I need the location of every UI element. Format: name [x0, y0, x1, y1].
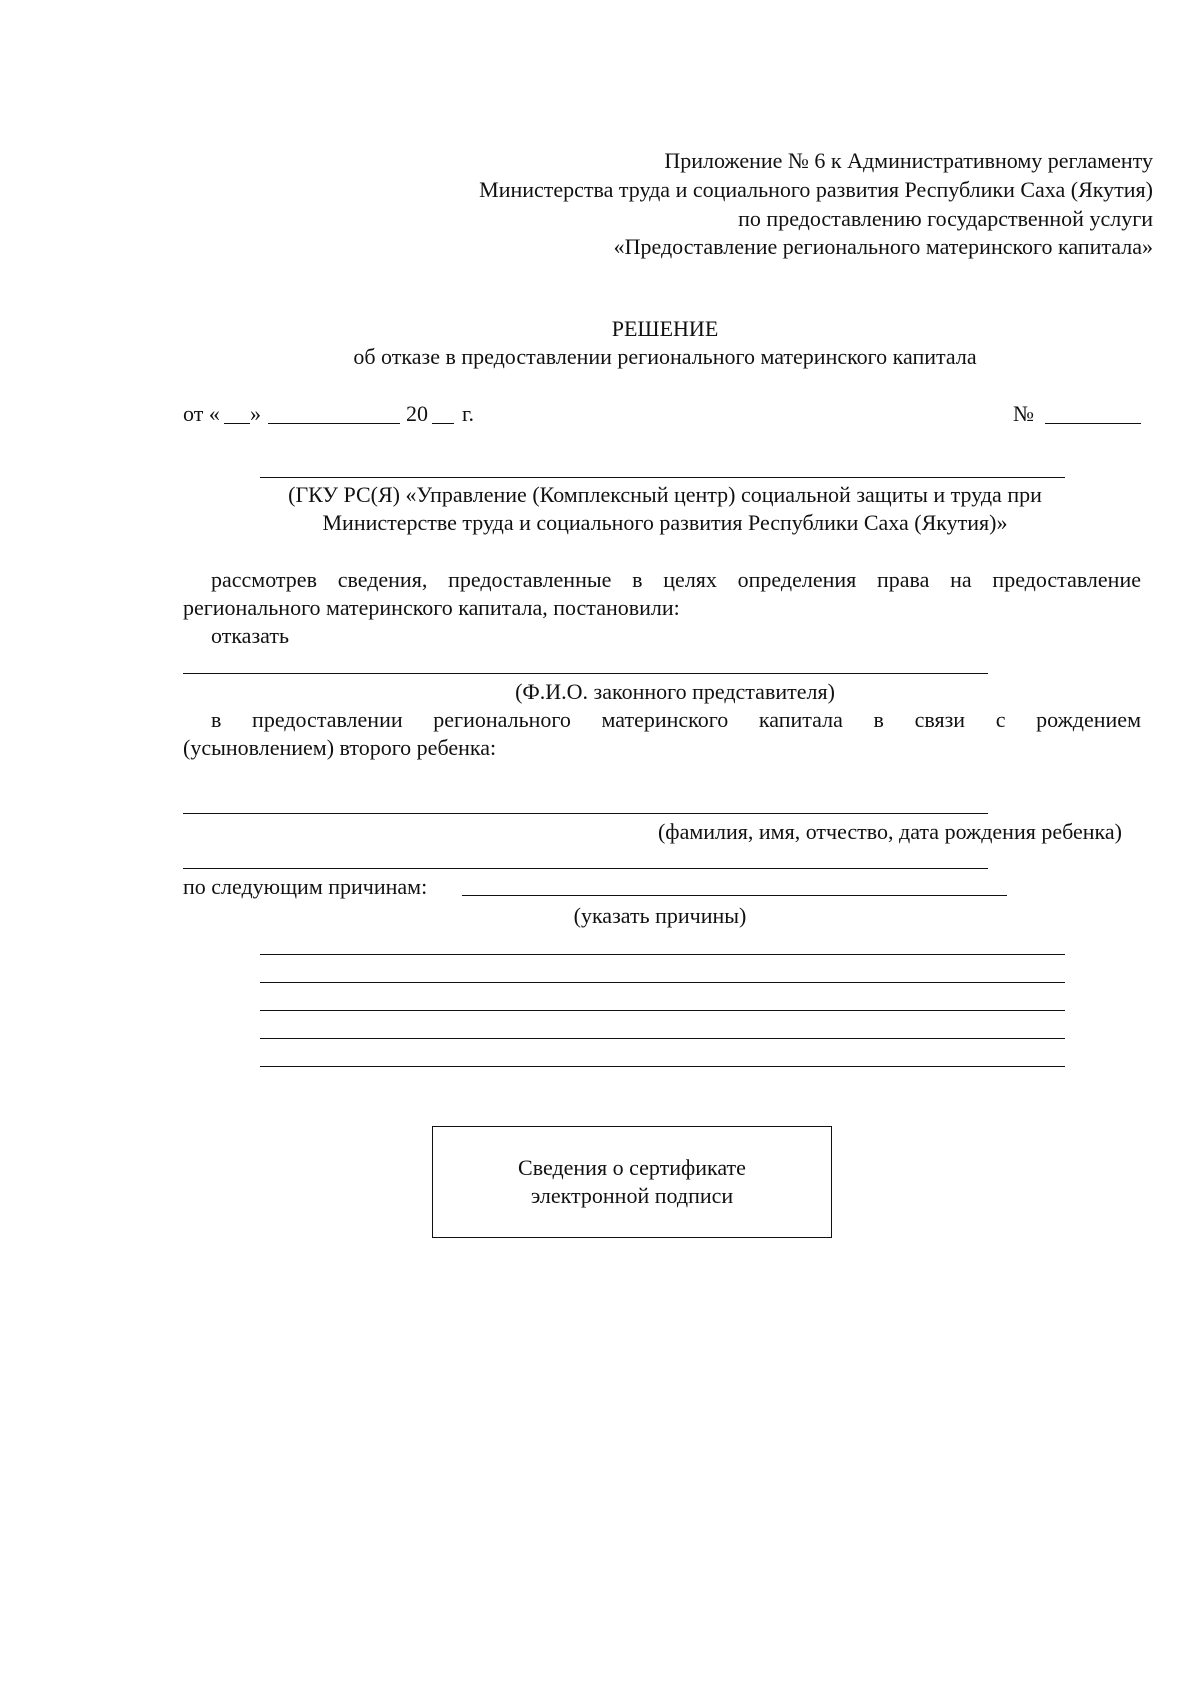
year-suffix: г. — [462, 401, 475, 426]
date-prefix: от « — [183, 401, 220, 426]
organization-line-1: (ГКУ РС(Я) «Управление (Комплексный центр) социальной защиты и труда при — [288, 482, 1042, 507]
organization-line-2: Министерстве труда и социального развития Республики Саха (Якутия)» — [322, 510, 1008, 535]
reason-line — [260, 1066, 1065, 1067]
reason-line — [260, 1038, 1065, 1039]
reasons-label: по следующим причинам: — [183, 874, 428, 899]
day-blank — [224, 423, 250, 424]
reasons-blank — [462, 895, 1007, 896]
number-blank — [1045, 423, 1141, 424]
considered-text: рассмотрев сведения, предоставленные в целях определения права на предоставление — [211, 567, 1141, 592]
number-label: № — [1013, 401, 1034, 426]
appendix-line-4: «Предоставление регионального материнского капитала» — [613, 234, 1153, 259]
representative-caption: (Ф.И.О. законного представителя) — [515, 679, 835, 704]
reasons-caption: (указать причины) — [573, 903, 747, 928]
reason-line — [260, 982, 1065, 983]
organization-blank — [260, 477, 1065, 478]
date-quote-close: » — [250, 401, 261, 426]
provision-text-cont: (усыновлением) второго ребенка: — [183, 735, 497, 760]
month-blank — [268, 423, 400, 424]
child-blank — [183, 813, 988, 814]
appendix-line-2: Министерства труда и социального развития Республики Саха (Якутия) — [479, 177, 1153, 202]
child-blank-2 — [183, 868, 988, 869]
reason-line — [260, 1010, 1065, 1011]
year-prefix: 20 — [406, 401, 428, 426]
document-title: РЕШЕНИЕ — [611, 316, 719, 341]
child-caption: (фамилия, имя, отчество, дата рождения ребенка) — [657, 819, 1122, 844]
e-signature-line-1: Сведения о сертификате — [518, 1155, 746, 1180]
representative-blank — [183, 673, 988, 674]
year-blank — [432, 423, 454, 424]
provision-text: в предоставлении регионального материнского капитала в связи с рождением — [211, 707, 1141, 732]
appendix-line-3: по предоставлению государственной услуги — [738, 206, 1153, 231]
appendix-line-1: Приложение № 6 к Административному регламенту — [664, 148, 1153, 173]
considered-text-cont: регионального материнского капитала, постановили: — [183, 595, 680, 620]
refuse-text: отказать — [211, 623, 289, 648]
e-signature-box — [432, 1126, 832, 1238]
reason-line — [260, 954, 1065, 955]
e-signature-line-2: электронной подписи — [530, 1183, 734, 1208]
document-subtitle: об отказе в предоставлении регионального материнского капитала — [353, 344, 977, 369]
